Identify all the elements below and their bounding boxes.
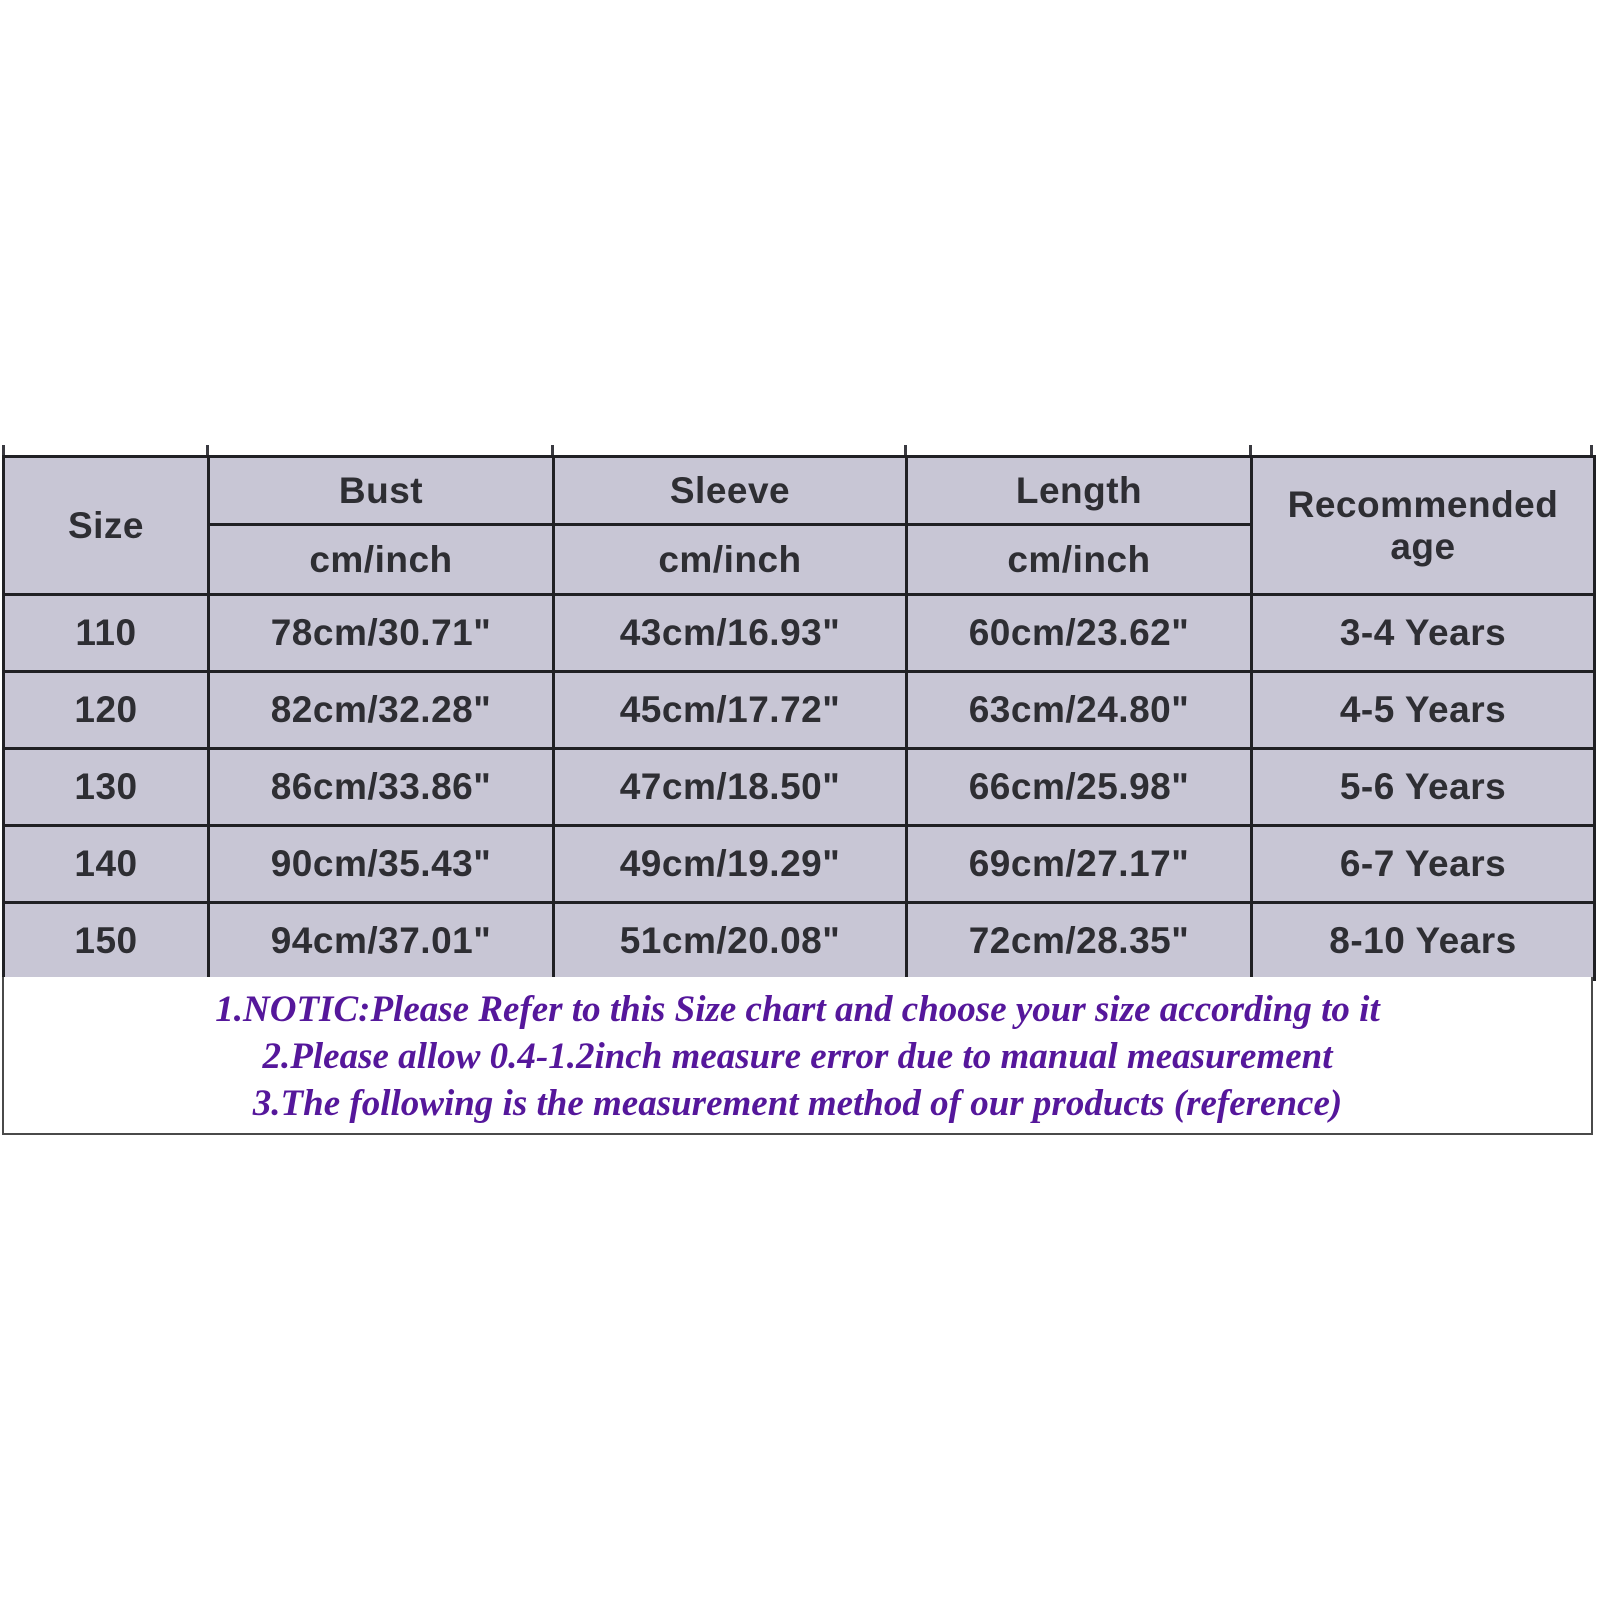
- cell-size: 120: [4, 672, 209, 749]
- cell-length: 66cm/25.98": [907, 749, 1252, 826]
- cell-sleeve: 47cm/18.50": [554, 749, 907, 826]
- cell-length: 69cm/27.17": [907, 826, 1252, 903]
- table-row: [4, 672, 1595, 749]
- size-chart-table: [2, 455, 1596, 981]
- cell-size: 130: [4, 749, 209, 826]
- cell-length: 72cm/28.35": [907, 903, 1252, 980]
- note-line-1: 1.NOTIC:Please Refer to this Size chart and choose your size according to it: [215, 989, 1380, 1030]
- cell-bust: 82cm/32.28": [209, 672, 554, 749]
- column-header-bust: Bust: [209, 457, 554, 525]
- cell-length: 60cm/23.62": [907, 595, 1252, 672]
- cell-sleeve: 49cm/19.29": [554, 826, 907, 903]
- column-header-sleeve: Sleeve: [554, 457, 907, 525]
- column-header-recommended-age: Recommended age: [1252, 457, 1595, 595]
- cell-bust: 78cm/30.71": [209, 595, 554, 672]
- cell-sleeve: 45cm/17.72": [554, 672, 907, 749]
- cell-age: 4-5 Years: [1252, 672, 1595, 749]
- cell-age: 3-4 Years: [1252, 595, 1595, 672]
- table-row: [4, 826, 1595, 903]
- cell-age: 5-6 Years: [1252, 749, 1595, 826]
- table-row: [4, 595, 1595, 672]
- cell-sleeve: 51cm/20.08": [554, 903, 907, 980]
- cell-age: 6-7 Years: [1252, 826, 1595, 903]
- cell-bust: 86cm/33.86": [209, 749, 554, 826]
- cell-length: 63cm/24.80": [907, 672, 1252, 749]
- cell-size: 150: [4, 903, 209, 980]
- cell-age: 8-10 Years: [1252, 903, 1595, 980]
- note-line-2: 2.Please allow 0.4-1.2inch measure error due to manual measurement: [262, 1036, 1333, 1077]
- unit-header-bust: cm/inch: [209, 525, 554, 595]
- header-row: [4, 457, 1595, 525]
- notes-box: [2, 977, 1593, 1135]
- note-line-3: 3.The following is the measurement method of our products (reference): [252, 1083, 1343, 1124]
- table-row: [4, 903, 1595, 980]
- cell-sleeve: 43cm/16.93": [554, 595, 907, 672]
- cell-size: 110: [4, 595, 209, 672]
- table-row: [4, 749, 1595, 826]
- cell-bust: 90cm/35.43": [209, 826, 554, 903]
- unit-header-sleeve: cm/inch: [554, 525, 907, 595]
- cell-bust: 94cm/37.01": [209, 903, 554, 980]
- unit-header-length: cm/inch: [907, 525, 1252, 595]
- cell-size: 140: [4, 826, 209, 903]
- column-header-length: Length: [907, 457, 1252, 525]
- column-header-size: Size: [4, 457, 209, 595]
